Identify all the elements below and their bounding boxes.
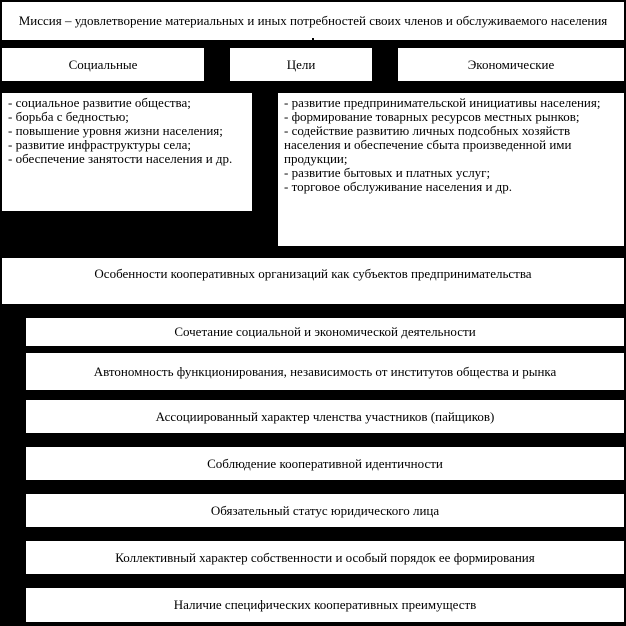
list-item: - борьба с бедностью; <box>8 109 129 124</box>
social-goals-list <box>2 93 252 211</box>
features-title: Особенности кооперативных организаций как субъектов предпринимательства <box>94 266 532 281</box>
mission-box <box>2 2 624 40</box>
feature-label: Соблюдение кооперативной идентичности <box>207 455 443 471</box>
list-item: - обеспечение занятости населения и др. <box>8 151 233 166</box>
mission-connector <box>312 38 314 46</box>
feature-box <box>26 447 624 480</box>
list-item: - социальное развитие общества; <box>8 95 191 110</box>
feature-label: Автономность функционирования, независимость от институтов общества и рынка <box>93 363 557 379</box>
list-item: - повышение уровня жизни населения; <box>8 123 223 138</box>
feature-label: Обязательный статус юридического лица <box>210 502 440 518</box>
list-item: - содействие развитию личных подсобных хозяйств населения и обеспечение сбыта произведенной ими продукции; <box>284 123 572 166</box>
list-item: - формирование товарных ресурсов местных рынков; <box>284 109 580 124</box>
feature-label: Ассоциированный характер членства участников (пайщиков) <box>155 408 495 424</box>
goal-center-box <box>230 48 372 81</box>
features-title-box <box>2 258 624 304</box>
list-item: - торговое обслуживание населения и др. <box>284 179 513 194</box>
list-item: - развитие предпринимательской инициативы населения; <box>284 95 601 110</box>
feature-box <box>26 318 624 346</box>
feature-box <box>26 588 624 622</box>
feature-label: Наличие специфических кооперативных преимуществ <box>173 597 477 612</box>
goal-social-label: Социальные <box>68 56 138 72</box>
goal-economic-box <box>398 48 624 81</box>
feature-box <box>26 400 624 433</box>
list-item: - развитие бытовых и платных услуг; <box>284 165 491 180</box>
feature-box <box>26 541 624 574</box>
economic-goals-list <box>278 93 624 246</box>
mission-text: Миссия – удовлетворение материальных и иных потребностей своих членов и обслуживаемого населения <box>18 13 608 28</box>
feature-box <box>26 353 624 390</box>
feature-label: Коллективный характер собственности и особый порядок ее формирования <box>115 549 535 565</box>
feature-box <box>26 494 624 527</box>
goal-center-label: Цели <box>286 56 316 72</box>
goal-social-box <box>2 48 204 81</box>
goal-economic-label: Экономические <box>467 56 555 72</box>
feature-label: Сочетание социальной и экономической деятельности <box>174 324 476 339</box>
list-item: - развитие инфраструктуры села; <box>8 137 191 152</box>
